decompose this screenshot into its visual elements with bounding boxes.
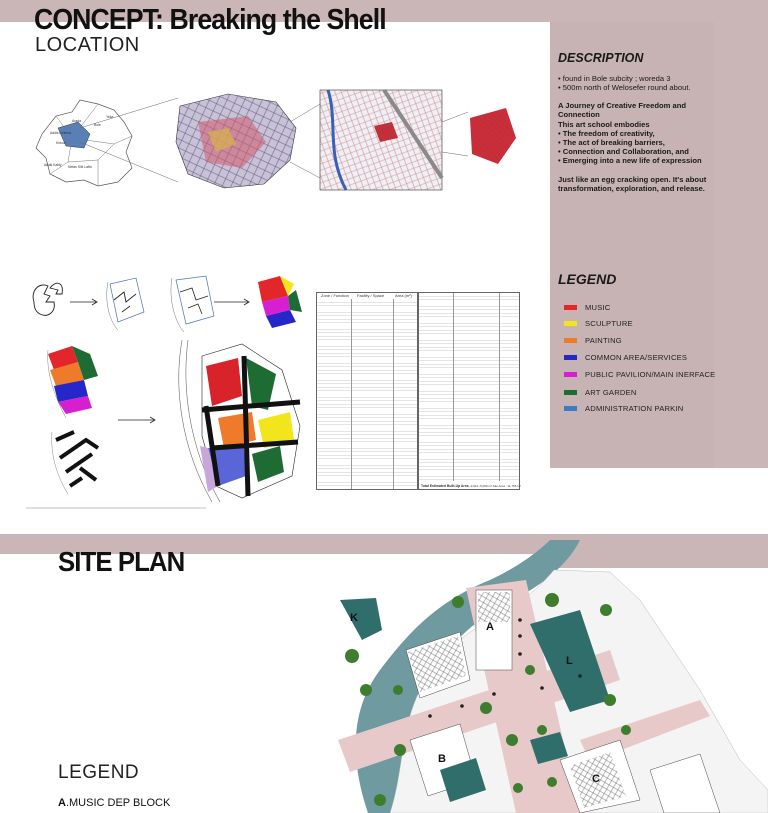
neighbourhood-map	[320, 90, 442, 190]
site-legend-key: A	[58, 797, 66, 809]
map-subcity-label: Addis Ketema	[50, 131, 72, 135]
concept-title: CONCEPT: Breaking the Shell	[34, 4, 386, 36]
legend-swatch	[564, 355, 577, 360]
location-subtitle: LOCATION	[35, 34, 140, 56]
map-subcity-label: Yeka	[106, 115, 114, 119]
legend-swatch	[564, 372, 577, 377]
cracked-egg-icon	[33, 283, 62, 315]
legend-item	[564, 369, 715, 379]
top-band-right	[714, 22, 768, 468]
point-1: • The freedom of creativity,	[558, 129, 655, 138]
journey-title: A Journey of Creative Freedom and Connection	[558, 101, 686, 119]
legend-label: ADMINISTRATION PARKIN	[585, 403, 684, 413]
label-b: B	[438, 753, 446, 765]
legend-swatch	[564, 406, 577, 411]
legend-item	[564, 318, 633, 328]
map-subcity-label: Bole	[94, 123, 101, 127]
legend-item	[564, 352, 687, 362]
point-2: • The act of breaking barriers,	[558, 138, 665, 147]
legend-item	[564, 387, 637, 397]
legend-label: PUBLIC PAVILION/MAIN INERFACE	[585, 369, 716, 379]
site-parcel	[470, 108, 516, 164]
legend-swatch	[564, 390, 577, 395]
site-plan-drawing	[280, 540, 768, 813]
map-subcity-label: Nefas Silk Lafto	[68, 165, 92, 169]
description-bullet-2: • 500m north of Welosefer round about.	[558, 83, 691, 92]
legend-item	[564, 403, 683, 413]
legend-label: MUSIC	[585, 302, 611, 312]
legend-item	[564, 302, 610, 312]
description-heading: DESCRIPTION	[558, 51, 644, 65]
description-panel	[550, 22, 714, 468]
table-header-area: Area (m²)	[395, 293, 412, 298]
site-crack-sketch	[107, 278, 144, 330]
legend-item	[564, 335, 622, 345]
map-subcity-label: Kirkos	[56, 141, 66, 145]
barrier-lines-sketch	[52, 432, 98, 494]
label-a: A	[486, 621, 494, 633]
legend-label: PAINTING	[585, 335, 622, 345]
legend-heading: LEGEND	[558, 271, 617, 287]
label-l: L	[566, 655, 573, 667]
program-table-left	[316, 292, 418, 490]
site-legend-item-a	[58, 797, 170, 809]
program-table-right	[418, 292, 520, 490]
district-map	[176, 94, 296, 188]
table-total-value: ~3,910 -5,000 m² Site Area : 11,765 m²	[469, 484, 521, 488]
table-total-label: Total Estimated Built-Up Area	[421, 484, 469, 488]
intro-text: This art school embodies	[558, 120, 650, 129]
legend-label: COMMON AREA/SERVICES	[585, 352, 688, 362]
colored-zone-sketch-large	[48, 346, 98, 418]
location-map-sequence	[28, 82, 518, 202]
legend-label: SCULPTURE	[585, 318, 633, 328]
colored-zone-sketch	[258, 276, 302, 328]
addis-ababa-map	[36, 100, 132, 186]
label-k: K	[350, 612, 358, 624]
map-subcity-label: Akaki Kality	[44, 163, 62, 167]
zoning-plan	[172, 336, 308, 506]
block-k	[340, 598, 382, 640]
table-header-facility: Facility / Space	[357, 293, 385, 298]
arrow-icon	[214, 299, 249, 305]
legend-swatch	[564, 321, 577, 326]
site-legend-label: .MUSIC DEP BLOCK	[65, 797, 171, 809]
point-3: • Connection and Collaboration, and	[558, 147, 689, 156]
legend-swatch	[564, 338, 577, 343]
map-subcity-label: Arada	[72, 119, 82, 123]
site-fracture-sketch	[171, 276, 214, 332]
site-legend-heading: LEGEND	[58, 762, 140, 783]
legend-swatch	[564, 305, 577, 310]
site-plan-title: SITE PLAN	[58, 546, 185, 577]
label-c: C	[592, 773, 600, 785]
arrow-icon	[118, 417, 155, 423]
arrow-icon	[70, 299, 97, 305]
description-bullet-1: • found in Bole subcity ; woreda 3	[558, 74, 671, 83]
legend-label: ART GARDEN	[585, 387, 637, 397]
table-header-zone: Zone / Function	[321, 293, 349, 298]
point-4: • Emerging into a new life of expression	[558, 156, 702, 165]
closing-text: Just like an egg cracking open. It's about transformation, exploration, and release.	[558, 175, 707, 193]
